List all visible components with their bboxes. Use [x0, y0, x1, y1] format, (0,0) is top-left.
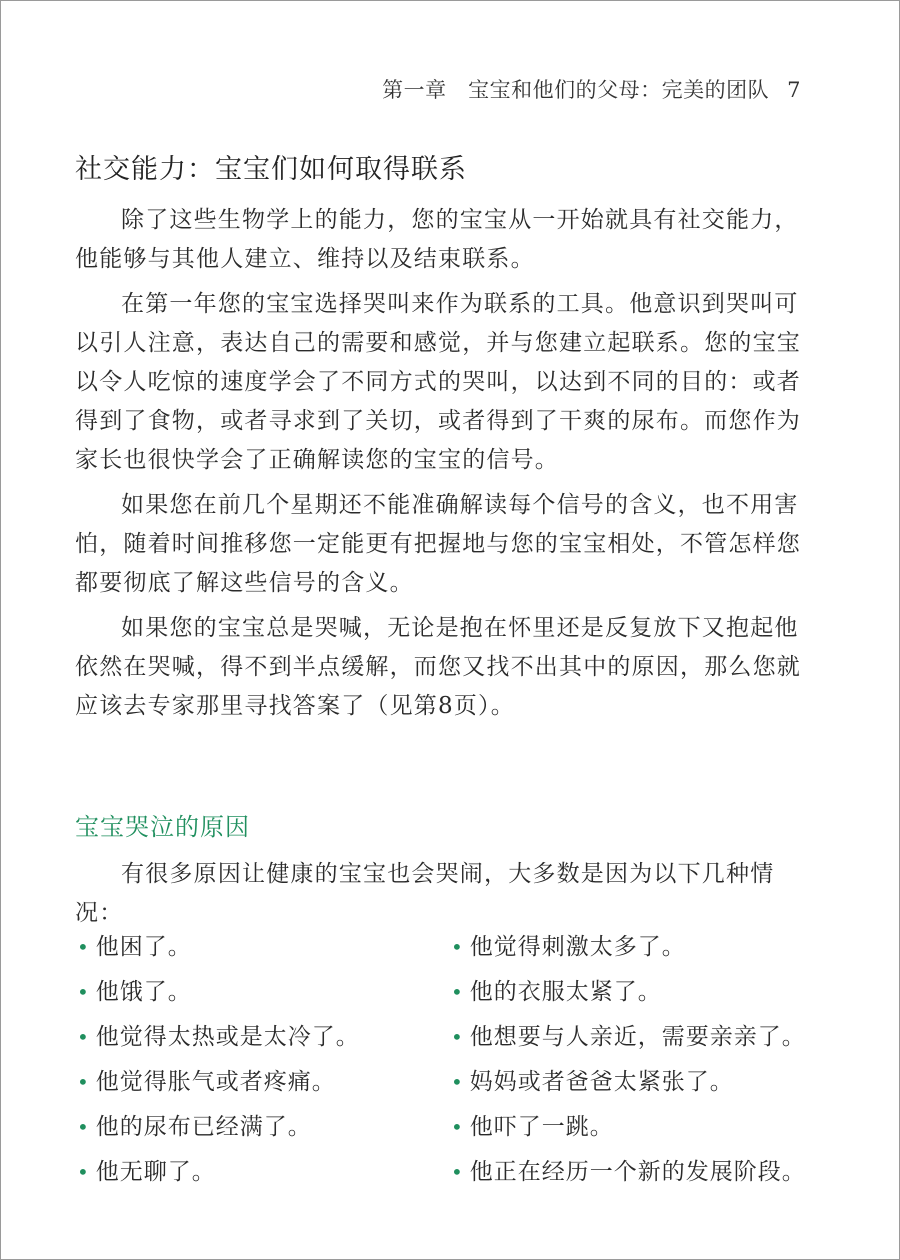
- reasons-list-left: [77, 925, 360, 1195]
- list-item-text: 他正在经历一个新的发展阶段。: [469, 1159, 806, 1185]
- bullet-icon: •: [77, 980, 90, 1004]
- chapter-title: 第一章 宝宝和他们的父母：完美的团队: [382, 78, 770, 102]
- list-item-text: 妈妈或者爸爸太紧张了。: [469, 1069, 734, 1095]
- list-item-text: 他觉得太热或是太冷了。: [95, 1024, 360, 1050]
- list-item-text: 他觉得胀气或者疼痛。: [95, 1069, 336, 1095]
- list-item: [451, 970, 806, 1015]
- paragraph: 在第一年您的宝宝选择哭叫来作为联系的工具。他意识到哭叫可以引人注意，表达自己的需要和感觉，并与您建立起联系。您的宝宝以令人吃惊的速度学会了不同方式的哭叫，以达到不同的目的：或者得到了食物，或者寻求到了关切，或者得到了干爽的尿布。而您作为家长也很快学会了正确解读您的宝宝的信号。: [75, 291, 801, 473]
- bullet-icon: •: [77, 1115, 90, 1139]
- subsection-intro: 有很多原因让健康的宝宝也会哭闹，大多数是因为以下几种情况：: [75, 861, 775, 926]
- bullet-icon: •: [451, 1070, 464, 1094]
- bullet-icon: •: [77, 1025, 90, 1049]
- section-heading: 社交能力：宝宝们如何取得联系: [75, 154, 467, 185]
- list-item: [451, 1060, 806, 1105]
- running-header: [382, 74, 801, 104]
- list-item-text: 他想要与人亲近，需要亲亲了。: [469, 1024, 806, 1050]
- list-item: [77, 925, 360, 970]
- bullet-icon: •: [451, 1025, 464, 1049]
- list-item: [77, 970, 360, 1015]
- list-item-text: 他困了。: [95, 934, 192, 960]
- bullet-icon: •: [77, 935, 90, 959]
- bullet-icon: •: [77, 1160, 90, 1184]
- bullet-icon: •: [451, 1115, 464, 1139]
- reasons-list-right: [451, 925, 806, 1195]
- section-body: [75, 201, 811, 732]
- bullet-icon: •: [451, 980, 464, 1004]
- list-item-text: 他无聊了。: [95, 1159, 216, 1185]
- page-number: 7: [787, 78, 801, 102]
- list-item: [451, 1150, 806, 1195]
- list-item-text: 他吓了一跳。: [469, 1114, 614, 1140]
- list-item-text: 他的衣服太紧了。: [469, 979, 662, 1005]
- subsection-heading: 宝宝哭泣的原因: [75, 813, 250, 841]
- paragraph: 如果您在前几个星期还不能准确解读每个信号的含义，也不用害怕，随着时间推移您一定能更有把握地与您的宝宝相处，不管怎样您都要彻底了解这些信号的含义。: [75, 492, 801, 596]
- bullet-icon: •: [451, 1160, 464, 1184]
- list-item-text: 他饿了。: [95, 979, 192, 1005]
- list-item: [451, 1105, 806, 1150]
- list-item: [77, 1150, 360, 1195]
- list-item: [77, 1060, 360, 1105]
- list-item: [451, 925, 806, 970]
- list-item: [451, 1015, 806, 1060]
- paragraph: 如果您的宝宝总是哭喊，无论是抱在怀里还是反复放下又抱起他依然在哭喊，得不到半点缓解，而您又找不出其中的原因，那么您就应该去专家那里寻找答案了（见第8页）。: [75, 615, 801, 719]
- bullet-icon: •: [451, 935, 464, 959]
- paragraph: 除了这些生物学上的能力，您的宝宝从一开始就具有社交能力，他能够与其他人建立、维持以及结束联系。: [75, 207, 799, 272]
- list-item: [77, 1015, 360, 1060]
- list-item: [77, 1105, 360, 1150]
- list-item-text: 他的尿布已经满了。: [95, 1114, 312, 1140]
- bullet-icon: •: [77, 1070, 90, 1094]
- list-item-text: 他觉得刺激太多了。: [469, 934, 686, 960]
